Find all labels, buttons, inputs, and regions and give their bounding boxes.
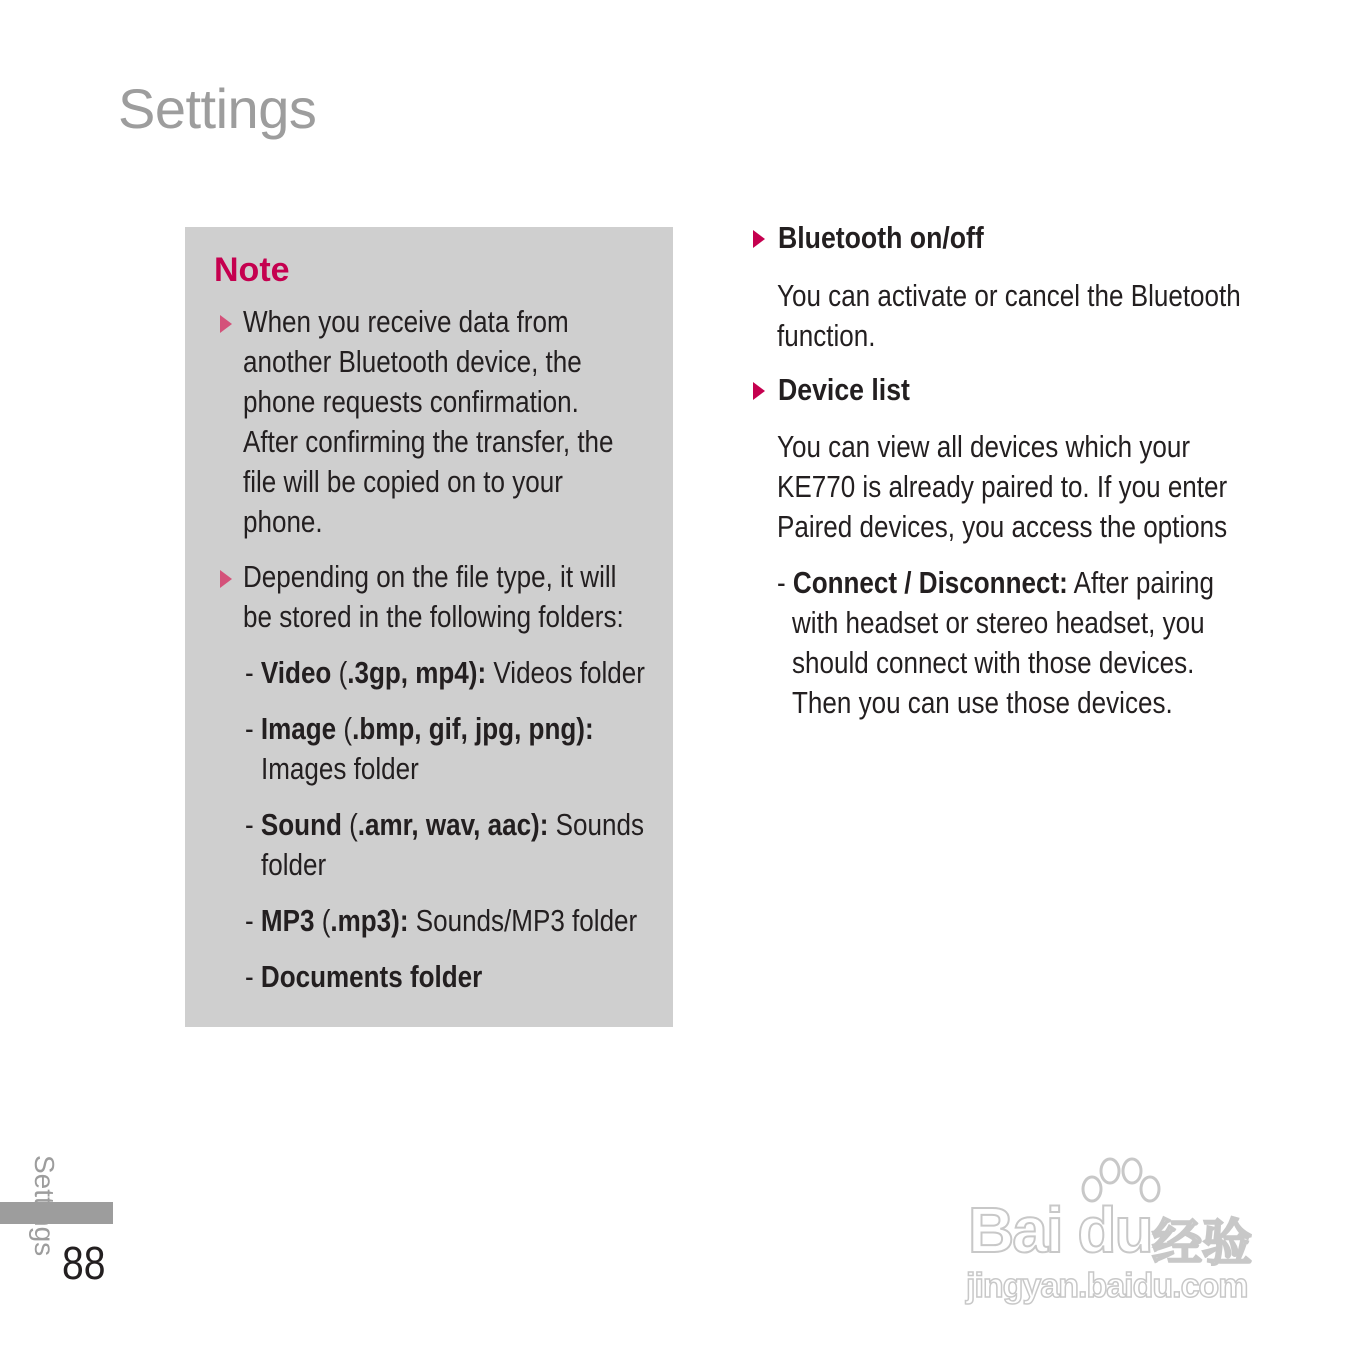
device-list-desc-line-1: You can view all devices which your xyxy=(777,429,1191,464)
note-box xyxy=(185,227,673,1027)
note-item-2-line-2: be stored in the following folders: xyxy=(243,599,624,634)
note-item-1-line-6: phone. xyxy=(243,504,323,539)
bluetooth-desc-line-2: function. xyxy=(777,318,876,353)
note-item-1-line-5: file will be copied on to your xyxy=(243,464,563,499)
note-item-1-line-1: When you receive data from xyxy=(243,304,569,339)
watermark-url: jingyan.baidu.com xyxy=(966,1267,1248,1305)
device-list-desc-line-2: KE770 is already paired to. If you enter xyxy=(777,469,1228,504)
folder-mp3: - MP3 (.mp3): Sounds/MP3 folder xyxy=(245,903,638,938)
connect-disconnect-line-4: Then you can use those devices. xyxy=(792,685,1173,720)
page-title: Settings xyxy=(118,77,317,140)
device-list-desc-line-3: Paired devices, you access the options xyxy=(777,509,1228,544)
connect-disconnect-line-2: with headset or stereo headset, you xyxy=(792,605,1205,640)
heading-device-list: Device list xyxy=(778,372,910,407)
section-triangle-icon xyxy=(753,382,765,400)
bluetooth-desc-line-1: You can activate or cancel the Bluetooth xyxy=(777,278,1241,313)
section-triangle-icon xyxy=(753,230,765,248)
watermark-brand: Bai du xyxy=(968,1194,1152,1266)
bullet-triangle-icon xyxy=(220,315,232,333)
folder-documents: - Documents folder xyxy=(245,959,483,994)
connect-disconnect-line-1: - Connect / Disconnect: After pairing xyxy=(777,565,1215,600)
baidu-watermark xyxy=(962,1155,1282,1315)
watermark-cn: 经验 xyxy=(1152,1215,1252,1271)
side-bar-divider xyxy=(0,1202,113,1224)
folder-sound-desc: folder xyxy=(261,847,327,882)
bullet-triangle-icon xyxy=(220,570,232,588)
folder-image: - Image (.bmp, gif, jpg, png): xyxy=(245,711,594,746)
folder-image-desc: Images folder xyxy=(261,751,419,786)
page-number: 88 xyxy=(62,1237,106,1289)
note-item-2-line-1: Depending on the file type, it will xyxy=(243,559,617,594)
folder-sound: - Sound (.amr, wav, aac): Sounds xyxy=(245,807,644,842)
connect-disconnect-line-3: should connect with those devices. xyxy=(792,645,1195,680)
folder-video: - Video (.3gp, mp4): Videos folder xyxy=(245,655,645,690)
note-item-1-line-2: another Bluetooth device, the xyxy=(243,344,582,379)
note-item-1-line-3: phone requests confirmation. xyxy=(243,384,579,419)
note-title: Note xyxy=(214,251,290,289)
note-item-1-line-4: After confirming the transfer, the xyxy=(243,424,614,459)
heading-bluetooth-onoff: Bluetooth on/off xyxy=(778,220,984,255)
